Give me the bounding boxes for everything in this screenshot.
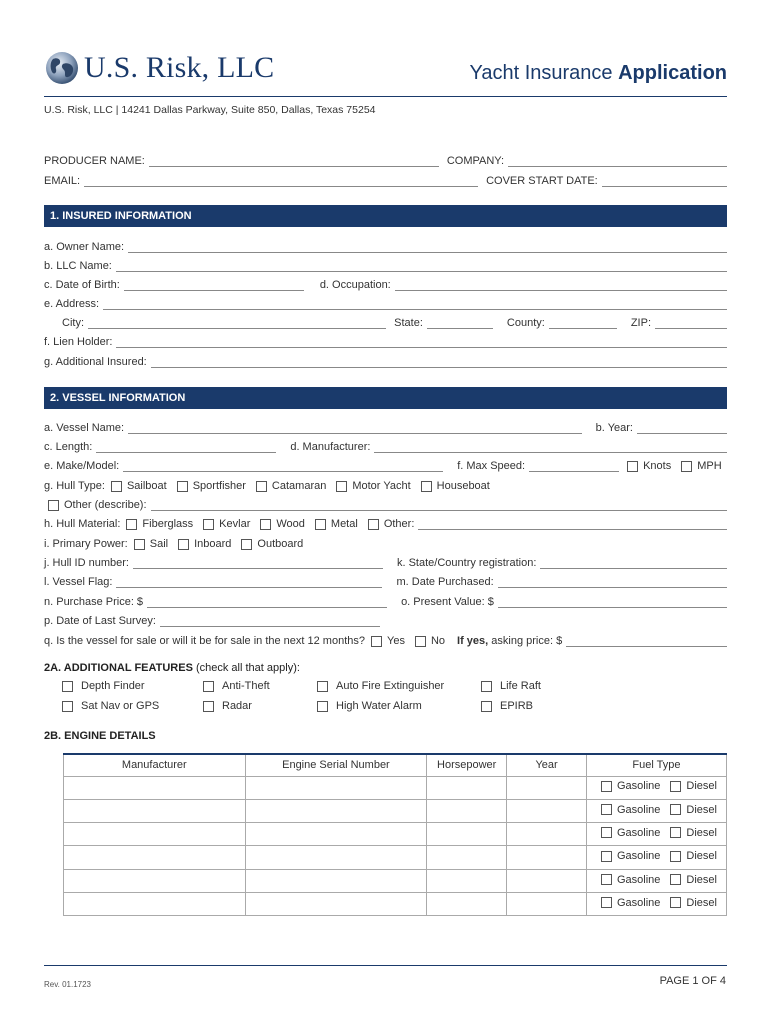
checkbox[interactable] <box>134 539 145 550</box>
globe-icon <box>44 50 80 86</box>
fuel-gasoline[interactable] <box>599 874 660 886</box>
state-label: State: <box>394 317 423 329</box>
purchase-price-label: n. Purchase Price: $ <box>44 596 144 608</box>
year-cell[interactable] <box>507 869 587 892</box>
manufacturer-cell[interactable] <box>64 846 246 869</box>
occupation-label: d. Occupation: <box>319 279 391 291</box>
owner-name-row <box>44 237 727 253</box>
checkbox[interactable] <box>62 701 73 712</box>
county-label: County: <box>506 317 545 329</box>
table-row <box>64 823 727 846</box>
hull-type-catamaran[interactable] <box>254 480 326 492</box>
hull-type-houseboat[interactable] <box>419 480 490 492</box>
horsepower-cell[interactable] <box>427 846 507 869</box>
present-value-field[interactable] <box>498 597 727 608</box>
engine-table-header <box>64 754 727 776</box>
make-model-field[interactable] <box>123 461 443 472</box>
owner-name-field[interactable] <box>128 242 727 253</box>
serial-cell[interactable] <box>245 869 427 892</box>
horsepower-cell[interactable] <box>427 776 507 799</box>
email-field[interactable] <box>84 176 478 187</box>
checkbox[interactable] <box>601 827 612 838</box>
vessel-flag-label: l. Vessel Flag: <box>44 576 113 588</box>
manufacturer-cell[interactable] <box>64 892 246 915</box>
option-label: Motor Yacht <box>352 480 411 492</box>
section-insured-information: 1. INSURED INFORMATION <box>44 205 727 227</box>
features-title: 2A. ADDITIONAL FEATURES <box>44 662 193 674</box>
option-label: Gasoline <box>616 873 661 886</box>
features-hint: (check all that apply): <box>192 662 300 674</box>
option-label: Catamaran <box>271 480 327 492</box>
option-label: Gasoline <box>616 780 661 793</box>
checkbox[interactable] <box>670 827 681 838</box>
checkbox[interactable] <box>601 851 612 862</box>
checkbox[interactable] <box>203 681 214 692</box>
hull-type-sailboat[interactable] <box>109 480 167 492</box>
fuel-gasoline[interactable] <box>599 780 660 792</box>
table-row <box>64 892 727 915</box>
address-row <box>44 294 727 310</box>
hull-material-label: h. Hull Material: <box>44 518 121 530</box>
make-model-label: e. Make/Model: <box>44 460 120 472</box>
checkbox[interactable] <box>48 500 59 511</box>
engine-details-heading: 2B. ENGINE DETAILS <box>44 730 156 742</box>
fuel-diesel[interactable] <box>668 850 717 862</box>
title-regular: Yacht Insurance <box>469 62 619 84</box>
zip-field[interactable] <box>655 318 727 329</box>
option-label: Outboard <box>257 538 304 550</box>
purchase-price-row <box>44 592 727 608</box>
hull-material-other[interactable] <box>366 518 415 530</box>
llc-name-label: b. LLC Name: <box>44 260 112 272</box>
year-cell[interactable] <box>507 799 587 822</box>
hull-type-row <box>44 476 727 492</box>
option-label: Diesel <box>686 873 717 886</box>
horsepower-cell[interactable] <box>427 892 507 915</box>
knots-option[interactable] <box>625 460 671 472</box>
fuel-cell <box>586 799 726 822</box>
option-label: Sail <box>149 538 169 550</box>
dob-row <box>44 275 727 291</box>
header-divider <box>44 96 727 97</box>
length-field[interactable] <box>96 442 276 453</box>
serial-cell[interactable] <box>245 846 427 869</box>
option-label: Anti-Theft <box>222 680 270 692</box>
fuel-cell <box>586 869 726 892</box>
vessel-flag-row <box>44 572 727 588</box>
feature-sat-nav[interactable] <box>60 700 159 712</box>
col-serial-number: Engine Serial Number <box>245 754 427 776</box>
dob-field[interactable] <box>124 280 304 291</box>
checkbox[interactable] <box>421 481 432 492</box>
hull-material-wood[interactable] <box>258 518 305 530</box>
fuel-diesel[interactable] <box>668 827 717 839</box>
vessel-name-field[interactable] <box>128 423 582 434</box>
fuel-diesel[interactable] <box>668 897 717 909</box>
for-sale-label: q. Is the vessel for sale or will it be for sale in the next 12 months? <box>44 635 365 647</box>
checkbox[interactable] <box>203 701 214 712</box>
company-field[interactable] <box>508 156 727 167</box>
checkbox[interactable] <box>601 781 612 792</box>
option-label: Kevlar <box>219 518 251 530</box>
state-field[interactable] <box>427 318 493 329</box>
col-horsepower: Horsepower <box>427 754 507 776</box>
power-outboard[interactable] <box>239 538 303 550</box>
checkbox[interactable] <box>670 851 681 862</box>
fuel-gasoline[interactable] <box>599 804 660 816</box>
present-value-label: o. Present Value: $ <box>401 596 494 608</box>
email-label: EMAIL: <box>44 175 81 187</box>
fuel-cell <box>586 892 726 915</box>
checkbox[interactable] <box>317 701 328 712</box>
option-label: Gasoline <box>616 826 661 839</box>
serial-cell[interactable] <box>245 823 427 846</box>
checkbox[interactable] <box>126 519 137 530</box>
option-label: Other: <box>383 518 415 530</box>
if-yes-text: If yes, <box>457 635 489 647</box>
option-label: Auto Fire Extinguisher <box>336 680 445 692</box>
option-label: Sportfisher <box>192 480 246 492</box>
additional-insured-field[interactable] <box>151 357 727 368</box>
option-label: Life Raft <box>500 680 541 692</box>
hull-material-metal[interactable] <box>313 518 358 530</box>
mph-checkbox[interactable] <box>681 461 692 472</box>
option-label: Radar <box>222 700 252 712</box>
checkbox[interactable] <box>670 897 681 908</box>
hull-material-other-field[interactable] <box>418 519 727 530</box>
power-sail[interactable] <box>132 538 168 550</box>
producer-name-label: PRODUCER NAME: <box>44 155 145 167</box>
checkbox[interactable] <box>368 519 379 530</box>
date-purchased-field[interactable] <box>498 577 727 588</box>
company-label: COMPANY: <box>446 155 505 167</box>
checkbox[interactable] <box>601 874 612 885</box>
fuel-diesel[interactable] <box>668 804 717 816</box>
table-row <box>64 776 727 799</box>
company-address: U.S. Risk, LLC | 14241 Dallas Parkway, Suite 850, Dallas, Texas 75254 <box>44 104 376 116</box>
year-label: b. Year: <box>595 422 633 434</box>
option-label: Diesel <box>686 850 717 863</box>
col-year: Year <box>507 754 587 776</box>
table-row <box>64 846 727 869</box>
county-field[interactable] <box>549 318 617 329</box>
col-manufacturer: Manufacturer <box>64 754 246 776</box>
lien-holder-label: f. Lien Holder: <box>44 336 113 348</box>
llc-name-row <box>44 256 727 272</box>
header <box>44 50 727 98</box>
hull-type-label: g. Hull Type: <box>44 480 105 492</box>
manufacturer-field[interactable] <box>374 442 727 453</box>
feature-auto-fire-extinguisher[interactable] <box>315 680 444 692</box>
city-field[interactable] <box>88 318 386 329</box>
option-label: No <box>430 635 446 647</box>
option-label: Gasoline <box>616 803 661 816</box>
max-speed-field[interactable] <box>529 461 619 472</box>
fuel-cell <box>586 846 726 869</box>
for-sale-yes[interactable] <box>369 635 405 647</box>
asking-price-label <box>457 635 562 647</box>
feature-high-water-alarm[interactable] <box>315 700 422 712</box>
producer-row <box>44 151 727 167</box>
fuel-diesel[interactable] <box>668 780 717 792</box>
fuel-cell <box>586 823 726 846</box>
option-label: Diesel <box>686 896 717 909</box>
checkbox[interactable] <box>62 681 73 692</box>
last-survey-row <box>44 611 727 627</box>
length-label: c. Length: <box>44 441 93 453</box>
city-row <box>44 313 727 329</box>
checkbox[interactable] <box>241 539 252 550</box>
last-survey-label: p. Date of Last Survey: <box>44 615 156 627</box>
mph-option[interactable] <box>679 460 721 472</box>
table-row <box>64 869 727 892</box>
checkbox[interactable] <box>481 681 492 692</box>
additional-features-heading <box>44 662 300 674</box>
checkbox[interactable] <box>371 636 382 647</box>
owner-name-label: a. Owner Name: <box>44 241 125 253</box>
manufacturer-cell[interactable] <box>64 776 246 799</box>
city-label: City: <box>62 317 84 329</box>
option-label: Diesel <box>686 826 717 839</box>
knots-checkbox[interactable] <box>627 461 638 472</box>
checkbox[interactable] <box>317 681 328 692</box>
purchase-price-field[interactable] <box>147 597 387 608</box>
option-label: Sailboat <box>126 480 167 492</box>
table-row <box>64 799 727 822</box>
power-inboard[interactable] <box>176 538 231 550</box>
hull-type-other[interactable] <box>46 499 147 511</box>
primary-power-label: i. Primary Power: <box>44 538 128 550</box>
vessel-flag-field[interactable] <box>116 577 382 588</box>
other-describe-field[interactable] <box>151 500 727 511</box>
additional-insured-row <box>44 352 727 368</box>
manufacturer-cell[interactable] <box>64 799 246 822</box>
option-label: Sat Nav or GPS <box>81 700 160 712</box>
option-label: Other (describe): <box>64 499 147 511</box>
year-field[interactable] <box>637 423 727 434</box>
fuel-diesel[interactable] <box>668 874 717 886</box>
option-label: Metal <box>330 518 358 530</box>
serial-cell[interactable] <box>245 892 427 915</box>
vessel-name-row <box>44 418 727 434</box>
feature-epirb[interactable] <box>479 700 533 712</box>
length-row <box>44 437 727 453</box>
feature-depth-finder[interactable] <box>60 680 145 692</box>
option-label: Wood <box>276 518 305 530</box>
checkbox[interactable] <box>670 874 681 885</box>
hull-type-sportfisher[interactable] <box>175 480 246 492</box>
section-vessel-information: 2. VESSEL INFORMATION <box>44 387 727 409</box>
checkbox[interactable] <box>336 481 347 492</box>
option-label: High Water Alarm <box>336 700 422 712</box>
additional-insured-label: g. Additional Insured: <box>44 356 147 368</box>
max-speed-label: f. Max Speed: <box>457 460 526 472</box>
serial-cell[interactable] <box>245 799 427 822</box>
manufacturer-label: d. Manufacturer: <box>290 441 371 453</box>
dob-label: c. Date of Birth: <box>44 279 120 291</box>
other-describe-row <box>44 495 727 511</box>
hull-material-fiberglass[interactable] <box>124 518 193 530</box>
fuel-gasoline[interactable] <box>599 897 660 909</box>
email-row <box>44 171 727 187</box>
footer-divider <box>44 965 727 966</box>
option-label: Inboard <box>194 538 232 550</box>
page-number: PAGE 1 OF 4 <box>659 975 726 987</box>
col-fuel-type: Fuel Type <box>586 754 726 776</box>
checkbox[interactable] <box>177 481 188 492</box>
checkbox[interactable] <box>670 781 681 792</box>
fuel-gasoline[interactable] <box>599 850 660 862</box>
address-field[interactable] <box>103 299 727 310</box>
address-label: e. Address: <box>44 298 100 310</box>
asking-price-field[interactable] <box>566 636 727 647</box>
checkbox[interactable] <box>601 804 612 815</box>
vessel-name-label: a. Vessel Name: <box>44 422 125 434</box>
lien-holder-row <box>44 332 727 348</box>
horsepower-cell[interactable] <box>427 799 507 822</box>
cover-start-field[interactable] <box>602 176 727 187</box>
date-purchased-label: m. Date Purchased: <box>396 576 494 588</box>
hull-id-field[interactable] <box>133 558 383 569</box>
last-survey-field[interactable] <box>160 616 380 627</box>
asking-price-text: asking price: $ <box>488 635 563 647</box>
manufacturer-cell[interactable] <box>64 869 246 892</box>
make-model-row <box>44 456 727 472</box>
option-label: Diesel <box>686 803 717 816</box>
checkbox[interactable] <box>315 519 326 530</box>
year-cell[interactable] <box>507 823 587 846</box>
registration-label: k. State/Country registration: <box>396 557 537 569</box>
feature-life-raft[interactable] <box>479 680 541 692</box>
revision-code: Rev. 01.1723 <box>44 980 91 989</box>
lien-holder-field[interactable] <box>116 337 727 348</box>
checkbox[interactable] <box>481 701 492 712</box>
year-cell[interactable] <box>507 776 587 799</box>
occupation-field[interactable] <box>395 280 727 291</box>
checkbox[interactable] <box>111 481 122 492</box>
hull-material-row <box>44 514 727 530</box>
knots-label: Knots <box>643 460 672 472</box>
option-label: Yes <box>387 635 405 647</box>
checkbox[interactable] <box>415 636 426 647</box>
hull-type-motor-yacht[interactable] <box>334 480 410 492</box>
engine-table <box>63 753 727 916</box>
for-sale-row <box>44 631 727 647</box>
checkbox[interactable] <box>260 519 271 530</box>
for-sale-no[interactable] <box>413 635 445 647</box>
llc-name-field[interactable] <box>116 261 727 272</box>
cover-start-label: COVER START DATE: <box>486 175 598 187</box>
mph-label: MPH <box>697 460 722 472</box>
checkbox[interactable] <box>203 519 214 530</box>
page-title <box>470 62 728 85</box>
primary-power-row <box>44 534 727 550</box>
checkbox[interactable] <box>670 804 681 815</box>
title-bold: Application <box>618 62 727 84</box>
hull-id-label: j. Hull ID number: <box>44 557 129 569</box>
hull-id-row <box>44 553 727 569</box>
checkbox[interactable] <box>601 897 612 908</box>
option-label: Gasoline <box>616 850 661 863</box>
company-name: U.S. Risk, LLC <box>84 51 275 84</box>
option-label: Gasoline <box>616 896 661 909</box>
fuel-cell <box>586 776 726 799</box>
feature-anti-theft[interactable] <box>201 680 270 692</box>
zip-label: ZIP: <box>630 317 651 329</box>
checkbox[interactable] <box>256 481 267 492</box>
fuel-gasoline[interactable] <box>599 827 660 839</box>
option-label: Depth Finder <box>81 680 145 692</box>
registration-field[interactable] <box>540 558 727 569</box>
manufacturer-cell[interactable] <box>64 823 246 846</box>
horsepower-cell[interactable] <box>427 823 507 846</box>
feature-radar[interactable] <box>201 700 252 712</box>
option-label: Fiberglass <box>142 518 194 530</box>
year-cell[interactable] <box>507 846 587 869</box>
year-cell[interactable] <box>507 892 587 915</box>
option-label: Houseboat <box>436 480 490 492</box>
option-label: Diesel <box>686 780 717 793</box>
checkbox[interactable] <box>178 539 189 550</box>
horsepower-cell[interactable] <box>427 869 507 892</box>
producer-name-field[interactable] <box>149 156 439 167</box>
option-label: EPIRB <box>500 700 534 712</box>
serial-cell[interactable] <box>245 776 427 799</box>
hull-material-kevlar[interactable] <box>201 518 250 530</box>
company-logo <box>44 50 274 86</box>
